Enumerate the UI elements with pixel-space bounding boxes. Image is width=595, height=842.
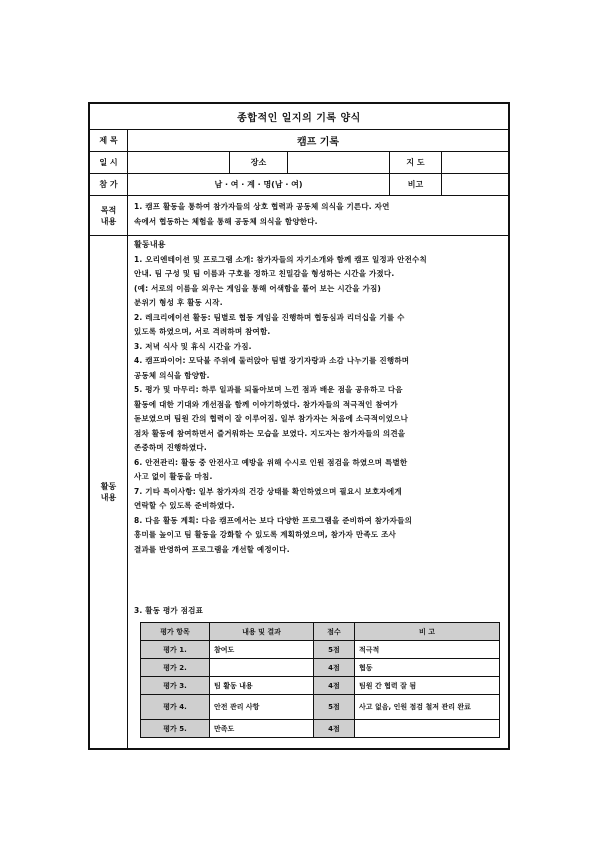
- content-line: 공동체 의식을 함양함.: [134, 370, 210, 380]
- form-title: 종합적인 일지의 기록 양식: [237, 113, 361, 124]
- evaluation-header: 내용 및 결과: [210, 623, 314, 641]
- leader-label: 지 도: [390, 152, 442, 173]
- goal-row: [90, 196, 508, 236]
- evaluation-cell: [210, 659, 314, 677]
- evaluation-caption: 3. 활동 평가 점검표: [134, 606, 204, 615]
- evaluation-cell: [355, 720, 500, 738]
- remarks-label: 비고: [390, 174, 442, 195]
- evaluation-cell: 평가 5.: [141, 720, 210, 738]
- content-line: 4. 캠프파이어: 모닥불 주위에 둘러앉아 팀별 장기자랑과 소감 나누기를 진행하며: [134, 356, 410, 365]
- place-label: 장소: [230, 152, 288, 173]
- evaluation-cell: 팀원 간 협력 잘 됨: [355, 677, 500, 695]
- evaluation-cell: 5점: [314, 641, 355, 659]
- content-line: 7. 기타 특이사항: 일부 참가자의 건강 상태를 확인하였으며 필요시 보호자에게: [134, 486, 402, 496]
- evaluation-cell: 팀 활동 내용: [210, 677, 314, 695]
- date-label: 일 시: [90, 152, 128, 173]
- content-text: [134, 238, 502, 557]
- evaluation-cell: 적극적: [355, 641, 500, 659]
- content-line: 존중하며 진행하였다.: [134, 443, 207, 452]
- content-line: 8. 다음 활동 계획: 다음 캠프에서는 보다 다양한 프로그램을 준비하여 참가자들의: [134, 515, 413, 525]
- content-line: 점차 활동에 참여하면서 즐거워하는 모습을 보였다. 지도자는 참가자들의 의견을: [134, 428, 406, 438]
- log-form: [88, 102, 510, 750]
- leader-value: [442, 152, 508, 173]
- content-line: 돋보였으며 팀원 간의 협력이 잘 이루어짐. 일부 참가자는 처음에 소극적이었으나: [134, 414, 409, 423]
- evaluation-cell: 만족도: [210, 720, 314, 738]
- content-line: 있도록 하였으며, 서로 격려하며 참여함.: [134, 327, 271, 336]
- content-line: 2. 레크리에이션 활동: 팀별로 협동 게임을 진행하며 협동심과 리더십을 기를 수: [134, 312, 405, 322]
- subject-label: 제 목: [90, 130, 128, 151]
- evaluation-row: [141, 677, 500, 695]
- evaluation-cell: 협동: [355, 659, 500, 677]
- goal-label-bottom: 내용: [100, 216, 117, 226]
- subject-value: 캠프 기록: [296, 137, 340, 148]
- content-line: 6. 안전관리: 활동 중 안전사고 예방을 위해 수시로 인원 점검을 하였으며 특별한: [134, 457, 408, 467]
- content-line: 분위기 형성 후 활동 시작.: [134, 298, 223, 307]
- evaluation-cell: 참여도: [210, 641, 314, 659]
- participants-value: 남 · 여 · 계 · 명(남 · 여): [128, 174, 390, 195]
- goal-side-label: [90, 196, 128, 235]
- evaluation-cell: 5점: [314, 695, 355, 720]
- content-line: 연락할 수 있도록 준비하였다.: [134, 501, 235, 510]
- content-line: 사고 없이 활동을 마침.: [134, 472, 213, 481]
- evaluation-cell: 4점: [314, 659, 355, 677]
- evaluation-row: [141, 695, 500, 720]
- evaluation-cell: 4점: [314, 677, 355, 695]
- content-heading: 활동내용: [134, 240, 166, 249]
- place-value: [288, 152, 390, 173]
- goal-text: [134, 200, 502, 229]
- content-line: (예: 서로의 이름을 외우는 게임을 통해 어색함을 풀어 보는 시간을 가짐): [134, 283, 382, 293]
- evaluation-cell: 평가 3.: [141, 677, 210, 695]
- content-line: 5. 평가 및 마무리: 하루 일과를 되돌아보며 느낀 점과 배운 점을 공유하고 다음: [134, 385, 403, 394]
- evaluation-row: [141, 659, 500, 677]
- evaluation-header-row: [141, 623, 500, 641]
- content-line: 3. 저녁 식사 및 휴식 시간을 가짐.: [134, 341, 252, 351]
- evaluation-header: 평가 항목: [141, 623, 210, 641]
- content-lines: [134, 253, 502, 558]
- evaluation-cell: 사고 없음, 인원 점검 철저 관리 완료: [355, 695, 500, 720]
- date-value: [128, 152, 230, 173]
- remarks-value: [442, 174, 508, 195]
- evaluation-table: [140, 622, 500, 738]
- participants-label: 참 가: [90, 174, 128, 195]
- content-label-bottom: 내용: [100, 493, 117, 502]
- evaluation-cell: 안전 관리 사항: [210, 695, 314, 720]
- evaluation-cell: 평가 2.: [141, 659, 210, 677]
- subject-row: [90, 130, 508, 152]
- participants-row: [90, 174, 508, 196]
- content-line: 1. 오리엔테이션 및 프로그램 소개: 참가자들의 자기소개와 함께 캠프 일정과 안전수칙: [134, 254, 427, 264]
- evaluation-row: [141, 720, 500, 738]
- goal-line: 속에서 협동하는 체험을 통해 공동체 의식을 함양한다.: [134, 216, 318, 226]
- content-line: 활동에 대한 기대와 개선점을 함께 이야기하였다. 참가자들의 적극적인 참여가: [134, 399, 398, 409]
- content-line: 흥미를 높이고 팀 활동을 강화할 수 있도록 계획하였으며, 참가자 만족도 조사: [134, 530, 396, 539]
- content-line: 안내. 팀 구성 및 팀 이름과 구호를 정하고 친밀감을 형성하는 시간을 가졌다.: [134, 269, 395, 278]
- content-side-label: [90, 236, 128, 748]
- datetime-row: [90, 152, 508, 174]
- content-label-top: 활동: [100, 482, 117, 491]
- content-line: 결과를 반영하여 프로그램을 개선할 예정이다.: [134, 544, 290, 554]
- form-title-row: [90, 104, 508, 130]
- evaluation-cell: 평가 1.: [141, 641, 210, 659]
- evaluation-header: 비 고: [355, 623, 500, 641]
- evaluation-header: 점수: [314, 623, 355, 641]
- goal-label-top: 목적: [100, 205, 117, 215]
- evaluation-row: [141, 641, 500, 659]
- evaluation-cell: 평가 4.: [141, 695, 210, 720]
- evaluation-cell: 4점: [314, 720, 355, 738]
- goal-line: 1. 캠프 활동을 통하여 참가자들의 상호 협력과 공동체 의식을 기른다. 자연: [134, 202, 390, 211]
